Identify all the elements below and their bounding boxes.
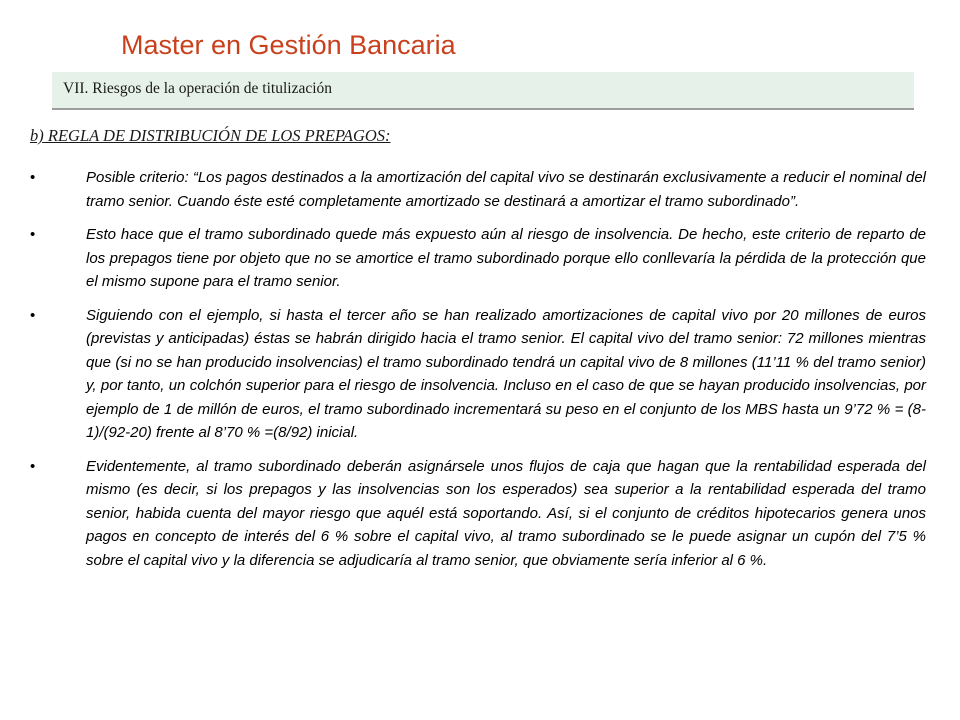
subheading: b) REGLA DE DISTRIBUCIÓN DE LOS PREPAGOS:: [30, 126, 391, 145]
bullet-item: [30, 223, 926, 294]
bullet-text: Evidentemente, al tramo subordinado deberán asignársele unos flujos de caja que hagan que la rentabilidad esperada del mismo (es decir, si los prepagos y las insolvencias son los esperados) sea superior a la rentabilidad esperada del tramo senior, habida cuenta del mayor riesgo que aquél está soportando. Así, si el conjunto de créditos hipotecarios genera unos pagos en concepto de interés del 6 % sobre el capital vivo, al tramo subordinado se le puede asignar un cupón del 7’5 % sobre el capital vivo y la diferencia se adjudicaría al tramo senior, que obviamente sería inferior al 6 %.: [86, 457, 926, 569]
bullet-text: Siguiendo con el ejemplo, si hasta el tercer año se han realizado amortizaciones de capital vivo por 20 millones de euros (previstas y anticipadas) éstas se habrán dirigido hacia el tramo senior. El capital vivo del tramo senior: 72 millones mientras que (si no se han producido insolvencias) el tramo subordinado tendrá un capital vivo de 8 millones (11’11 % del tramo senior) y, por tanto, un colchón superior para el riesgo de insolvencia. Incluso en el caso de que se hayan producido insolvencias, por ejemplo de 1 de millón de euros, el tramo subordinado incrementará su peso en el conjunto de los MBS hasta un 9’72 % = (8-1)/(92-20) frente al 8’70 % =(8/92) inicial.: [86, 306, 926, 441]
page-title: Master en Gestión Bancaria: [121, 30, 456, 60]
bullet-text: Esto hace que el tramo subordinado quede más expuesto aún al riesgo de insolvencia. De hecho, este criterio de reparto de los prepagos tiene por objeto que no se amortice el tramo subordinado porque ello conllevaría la pérdida de la protección que el mismo supone para el tramo senior.: [86, 226, 926, 290]
bullet-item: [30, 166, 926, 213]
bullet-marker: •: [30, 169, 36, 186]
bullet-item: [30, 304, 926, 445]
section-label: VII. Riesgos de la operación de titulización: [63, 80, 333, 97]
bullet-marker: •: [30, 306, 36, 324]
bullet-marker: •: [30, 226, 36, 243]
bullet-text: Posible criterio: “Los pagos destinados a la amortización del capital vivo se destinarán exclusivamente a reducir el nominal del tramo senior. Cuando éste esté completamente amortizado se destinará a amortizar el tramo subordinado”.: [86, 169, 926, 210]
section-header-bar: [52, 72, 914, 110]
bullet-list: [30, 166, 926, 582]
bullet-marker: •: [30, 457, 36, 475]
bullet-item: [30, 455, 926, 573]
